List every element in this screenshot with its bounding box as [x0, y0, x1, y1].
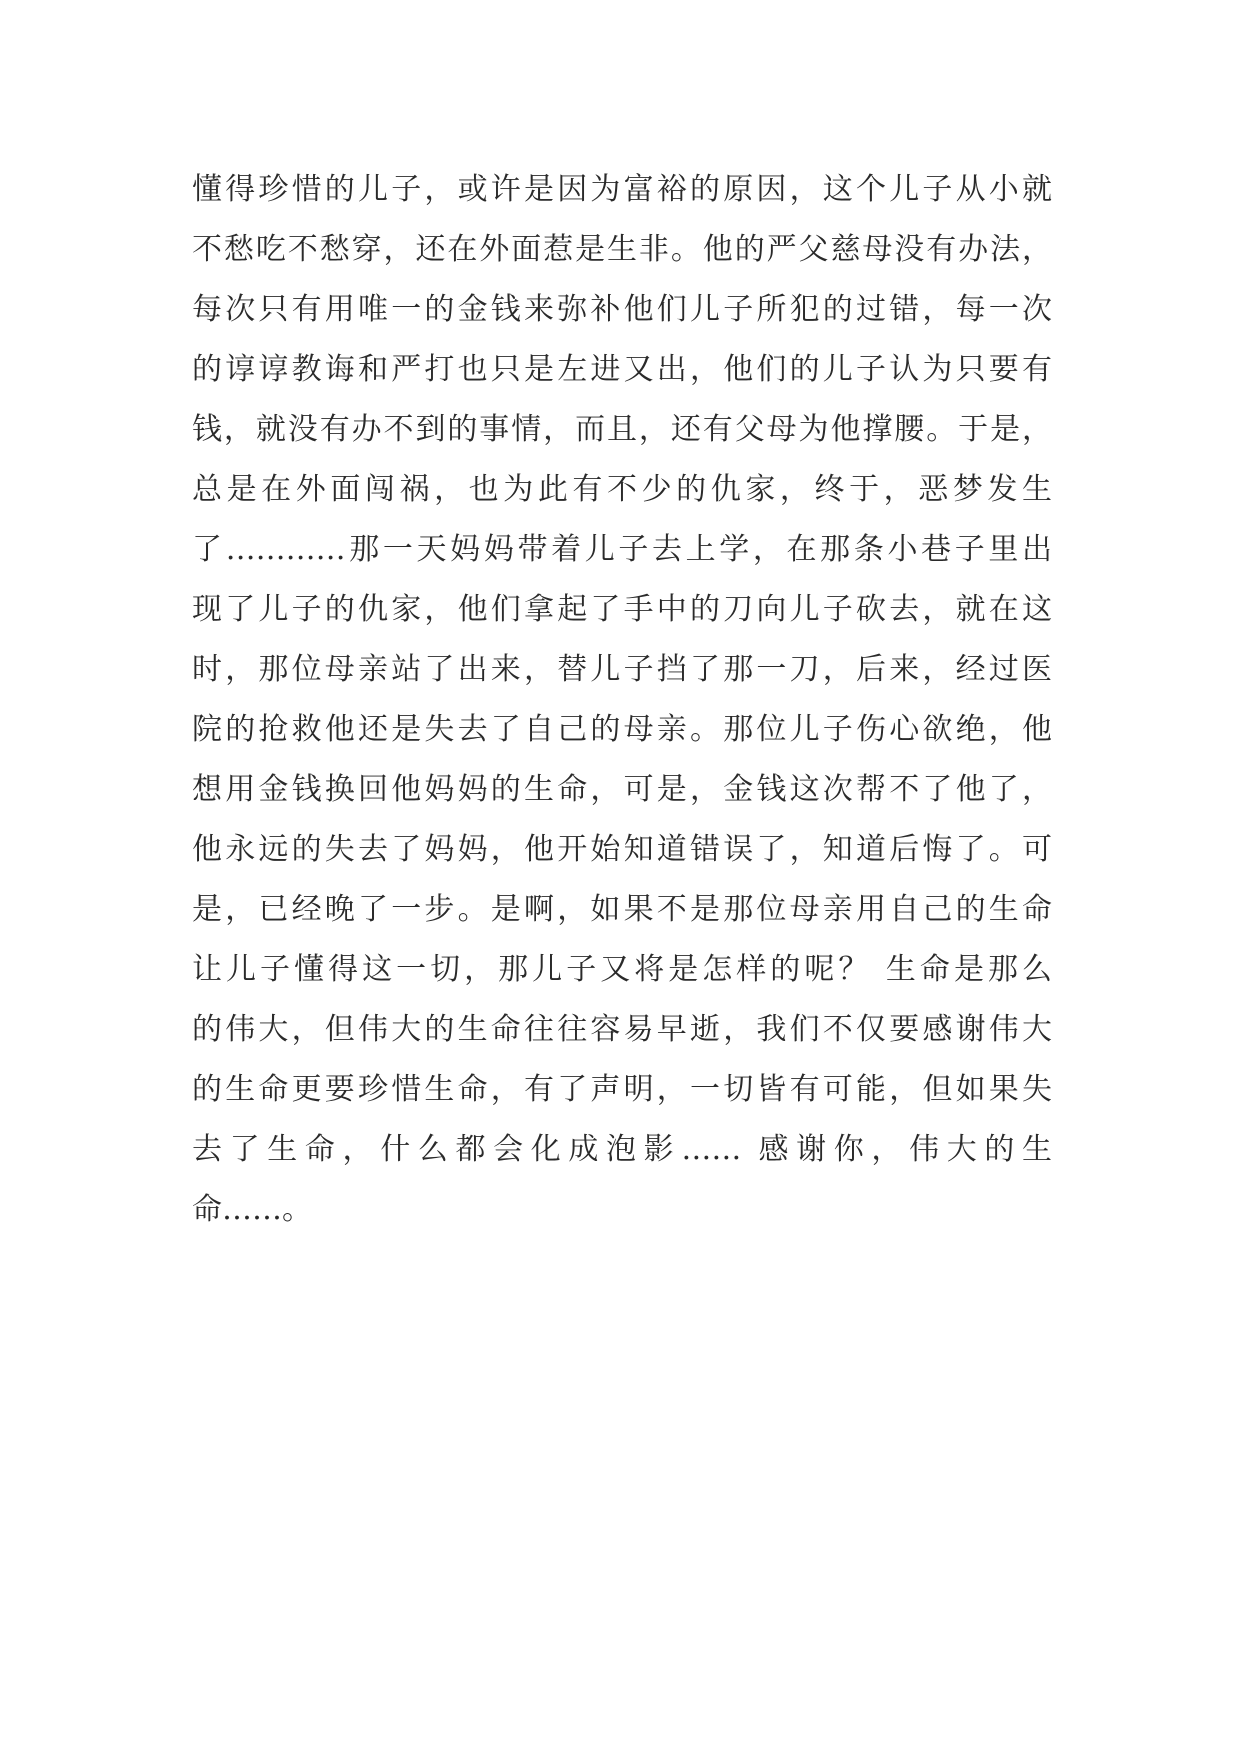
text-line: 命……。: [192, 1192, 312, 1227]
text-line: 时，那位母亲站了出来，替儿子挡了那一刀，后来，经过医: [192, 652, 1052, 687]
text-line: 懂得珍惜的儿子，或许是因为富裕的原因，这个儿子从小就: [192, 172, 1052, 207]
text-line: 是，已经晚了一步。是啊，如果不是那位母亲用自己的生命: [192, 892, 1052, 927]
text-line: 总是在外面闯祸，也为此有不少的仇家，终于，恶梦发生: [192, 472, 1052, 507]
text-line: 的生命更要珍惜生命，有了声明，一切皆有可能，但如果失: [192, 1072, 1052, 1107]
text-line: 想用金钱换回他妈妈的生命，可是，金钱这次帮不了他了，: [192, 772, 1052, 807]
text-line: 去了生命，什么都会化成泡影…… 感谢你，伟大的生: [192, 1132, 1052, 1167]
text-line: 院的抢救他还是失去了自己的母亲。那位儿子伤心欲绝，他: [192, 712, 1052, 747]
text-line: 了…………那一天妈妈带着儿子去上学，在那条小巷子里出: [192, 532, 1052, 567]
text-line: 钱，就没有办不到的事情，而且，还有父母为他撑腰。于是，: [192, 412, 1052, 447]
body-text: [192, 160, 1052, 1240]
text-line: 不愁吃不愁穿，还在外面惹是生非。他的严父慈母没有办法，: [192, 232, 1052, 267]
text-line: 的伟大，但伟大的生命往往容易早逝，我们不仅要感谢伟大: [192, 1012, 1052, 1047]
text-line: 他永远的失去了妈妈，他开始知道错误了，知道后悔了。可: [192, 832, 1052, 867]
text-line: 每次只有用唯一的金钱来弥补他们儿子所犯的过错，每一次: [192, 292, 1052, 327]
text-line: 的谆谆教诲和严打也只是左进又出，他们的儿子认为只要有: [192, 352, 1052, 387]
text-line: 现了儿子的仇家，他们拿起了手中的刀向儿子砍去，就在这: [192, 592, 1052, 627]
text-line: 让儿子懂得这一切，那儿子又将是怎样的呢？ 生命是那么: [192, 952, 1052, 987]
